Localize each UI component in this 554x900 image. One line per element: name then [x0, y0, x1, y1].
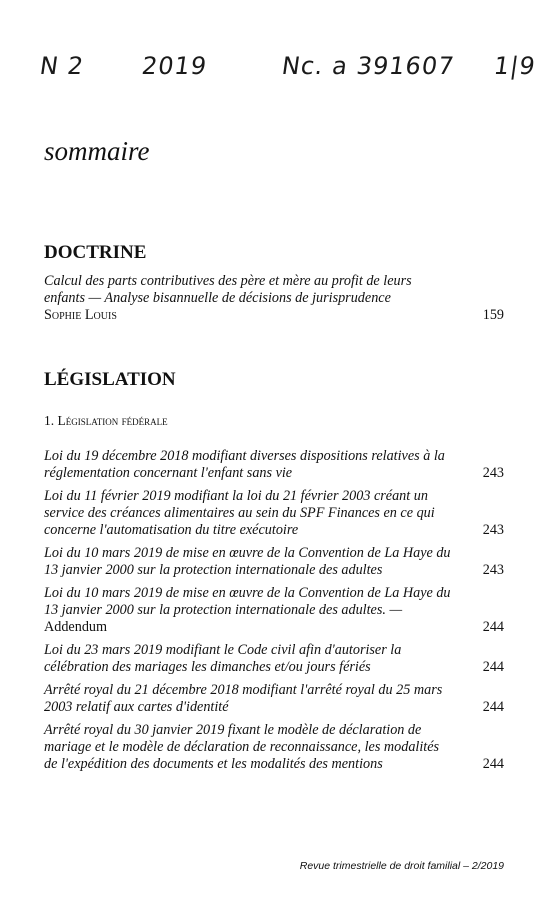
entry-title: Arrêté royal du 30 janvier 2019 fixant le modèle de déclaration de mariage et le modèle de déclaration de reconnaissance, les modalités de l'expédition des documents et les modalités des mentions [44, 722, 440, 772]
doctrine-heading: DOCTRINE [44, 242, 147, 263]
entry-page: 244 [482, 659, 504, 675]
entry-page: 244 [482, 756, 504, 772]
toc-entry[interactable] [44, 545, 504, 579]
entry-author: Sophie Louis [44, 307, 117, 323]
entry-title: Loi du 11 février 2019 modifiant la loi du 21 février 2003 créant un service des créances alimentaires au sein du SPF Finances en ce qui concerne l'automatisation du titre exécutoire [44, 488, 435, 538]
entry-addendum: Addendum [44, 619, 108, 635]
entry-page: 243 [482, 562, 504, 578]
journal-footer: Revue trimestrielle de droit familial – 2/2019 [299, 860, 504, 872]
entry-title: Loi du 19 décembre 2018 modifiant diverses dispositions relatives à la réglementation concernant l'enfant sans vie [44, 448, 445, 481]
page-title: sommaire [44, 136, 150, 166]
toc-entry[interactable] [44, 722, 504, 773]
handwritten-reference: Nc. a 391607 [280, 52, 457, 80]
entry-title: Loi du 23 mars 2019 modifiant le Code civil afin d'autoriser la célébration des mariages les dimanches et/ou jours fériés [44, 642, 402, 675]
entry-title: Calcul des parts contributives des père et mère au profit de leurs enfants — Analyse bisannuelle de décisions de jurisprudence [44, 273, 412, 306]
entry-page: 244 [482, 699, 504, 715]
toc-entry[interactable] [44, 585, 504, 636]
entry-title: Arrêté royal du 21 décembre 2018 modifiant l'arrêté royal du 25 mars 2003 relatif aux cartes d'identité [44, 682, 443, 715]
entry-page: 244 [482, 619, 504, 635]
entry-title: Loi du 10 mars 2019 de mise en œuvre de la Convention de La Haye du 13 janvier 2000 sur la protection internationale des adultes. — [44, 585, 451, 618]
toc-entry[interactable] [44, 273, 504, 324]
toc-entry[interactable] [44, 642, 504, 676]
entry-title: Loi du 10 mars 2019 de mise en œuvre de la Convention de La Haye du 13 janvier 2000 sur la protection internationale des adultes [44, 545, 451, 578]
handwritten-sheet: 1|9 [492, 52, 538, 80]
legislation-list [44, 448, 504, 779]
entry-page: 243 [482, 522, 504, 538]
doctrine-list [44, 273, 504, 330]
legislation-subheading: 1. Législation fédérale [44, 413, 168, 428]
toc-entry[interactable] [44, 682, 504, 716]
legislation-heading: LÉGISLATION [44, 369, 176, 390]
toc-entry[interactable] [44, 488, 504, 539]
handwritten-year: 2019 [140, 52, 210, 80]
entry-page: 243 [482, 465, 504, 481]
entry-page: 159 [482, 307, 504, 323]
toc-entry[interactable] [44, 448, 504, 482]
handwritten-number: N 2 [38, 52, 86, 80]
